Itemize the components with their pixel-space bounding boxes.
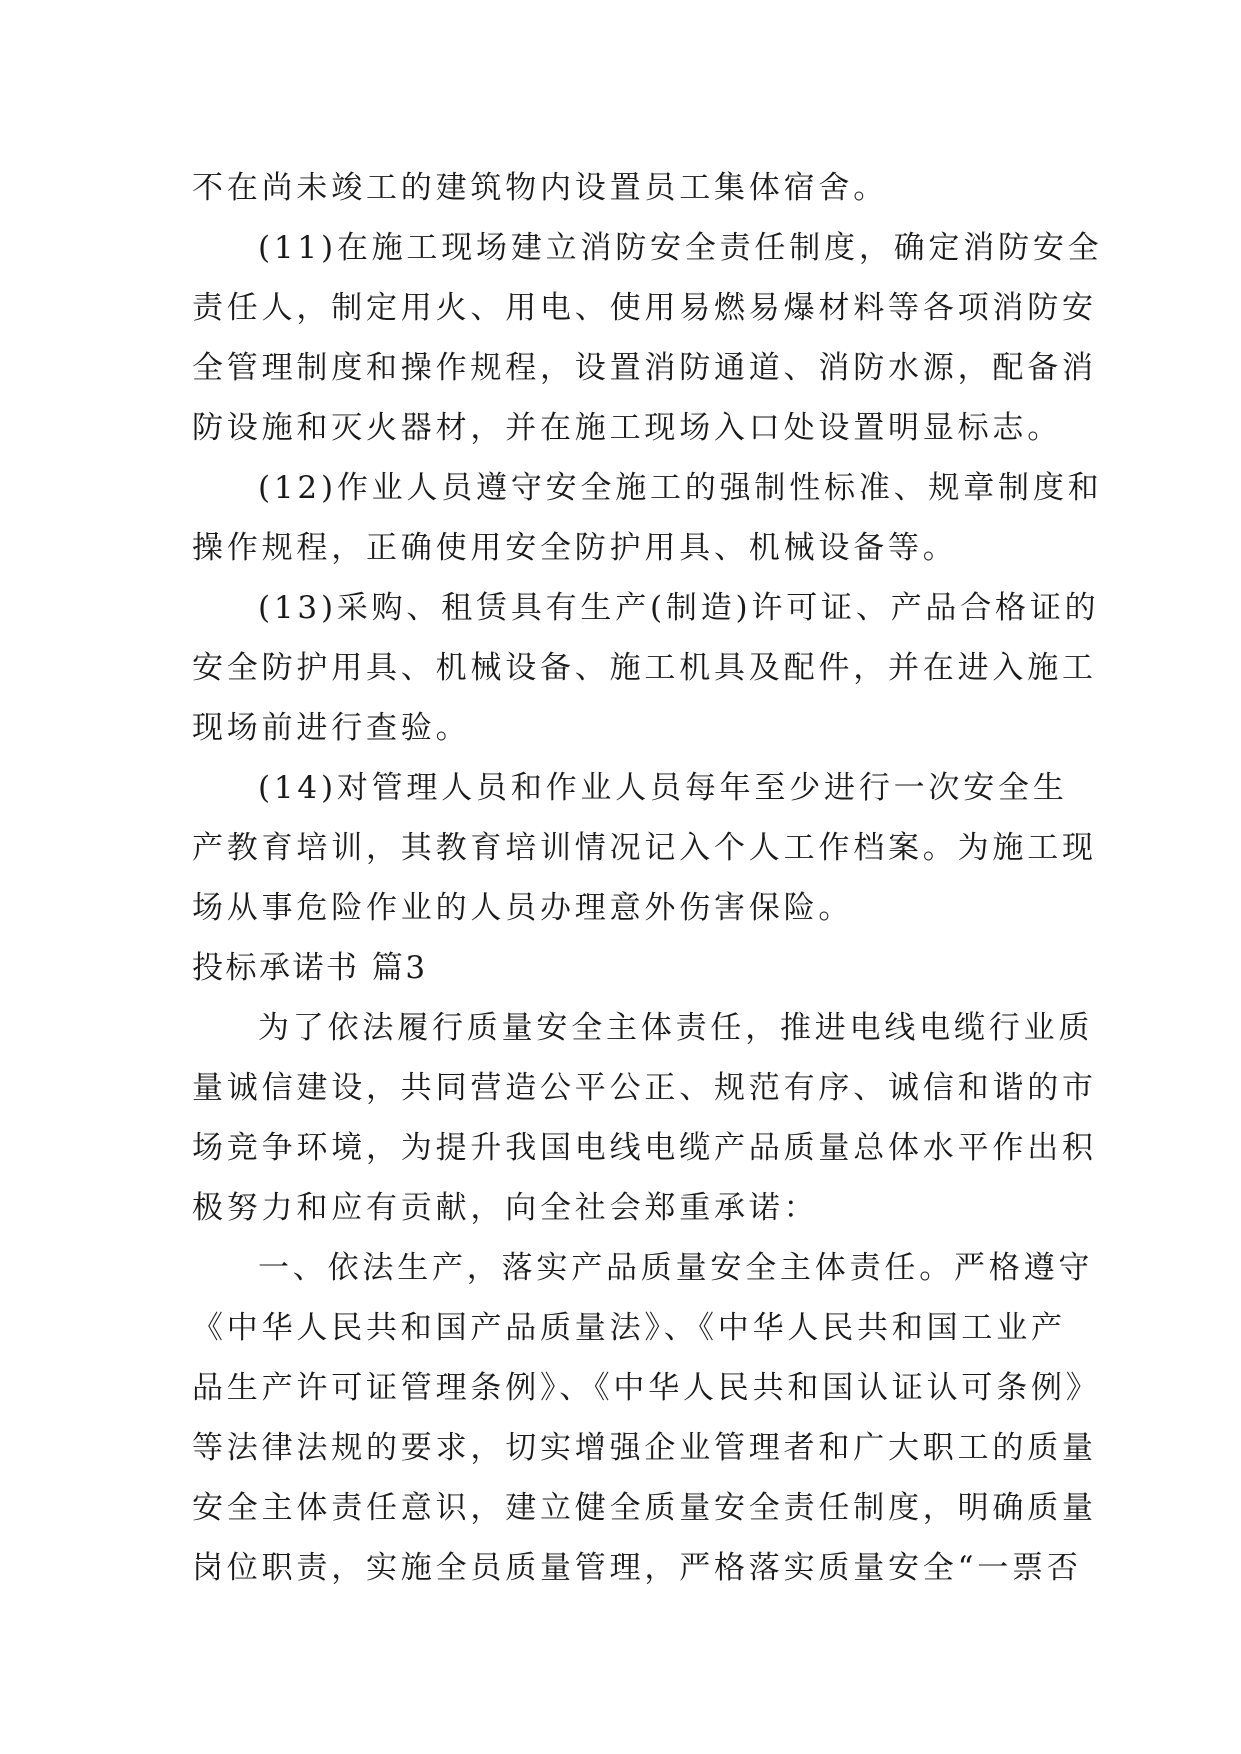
text-line: 极努力和应有贡献，向全社会郑重承诺： <box>192 1190 819 1226</box>
text-line: 责任人，制定用火、用电、使用易燃易爆材料等各项消防安 <box>192 290 1097 326</box>
text-line: 全管理制度和操作规程，设置消防通道、消防水源，配备消 <box>192 350 1097 386</box>
text-line: 场竞争环境，为提升我国电线电缆产品质量总体水平作出积 <box>192 1130 1097 1166</box>
text-line: 不在尚未竣工的建筑物内设置员工集体宿舍。 <box>192 170 888 206</box>
text-line: (14)对管理人员和作业人员每年至少进行一次安全生 <box>258 770 1068 806</box>
text-line: 场从事危险作业的人员办理意外伤害保险。 <box>192 890 854 926</box>
text-line: 安全主体责任意识，建立健全质量安全责任制度，明确质量 <box>192 1490 1097 1526</box>
text-line: (11)在施工现场建立消防安全责任制度，确定消防安全 <box>258 230 1103 266</box>
text-line: 等法律法规的要求，切实增强企业管理者和广大职工的质量 <box>192 1430 1097 1466</box>
document-page <box>192 158 1103 1598</box>
text-line: (12)作业人员遵守安全施工的强制性标准、规章制度和 <box>258 470 1103 506</box>
text-line: 防设施和灭火器材，并在施工现场入口处设置明显标志。 <box>192 410 1062 446</box>
text-line: 量诚信建设，共同营造公平公正、规范有序、诚信和谐的市 <box>192 1070 1097 1106</box>
text-line: 品生产许可证管理条例》、《中华人民共和国认证认可条例》 <box>192 1370 1101 1406</box>
text-line: 现场前进行查验。 <box>192 710 471 746</box>
section-heading: 投标承诺书 篇3 <box>192 950 428 986</box>
text-line: 操作规程，正确使用安全防护用具、机械设备等。 <box>192 530 958 566</box>
text-line: 产教育培训，其教育培训情况记入个人工作档案。为施工现 <box>192 830 1097 866</box>
text-line: 一、依法生产，落实产品质量安全主体责任。严格遵守 <box>258 1250 1094 1286</box>
text-line: 岗位职责，实施全员质量管理，严格落实质量安全“一票否 <box>192 1550 1082 1586</box>
text-line: 《中华人民共和国产品质量法》、《中华人民共和国工业产 <box>192 1310 1066 1346</box>
text-line: 为了依法履行质量安全主体责任，推进电线电缆行业质 <box>258 1010 1094 1046</box>
text-line: 安全防护用具、机械设备、施工机具及配件，并在进入施工 <box>192 650 1097 686</box>
text-line: (13)采购、租赁具有生产(制造)许可证、产品合格证的 <box>258 590 1100 626</box>
